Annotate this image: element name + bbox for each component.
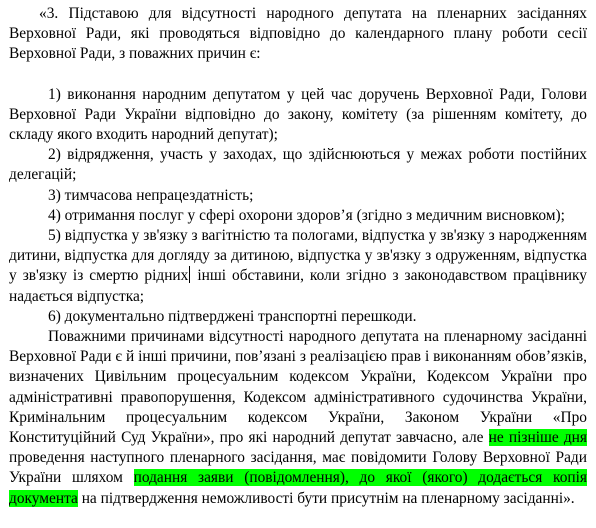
list-item-5 xyxy=(9,226,587,307)
intro-paragraph: «3. Підставою для відсутності народного депутата на пленарних засіданнях Верховної Ради, які проводяться відповідно до календарного плану роботи сесії Верховної Ради, з поважних причин є: xyxy=(9,5,587,63)
list-item-6: 6) документально підтверджені транспортні перешкоди. xyxy=(48,307,417,325)
closing-text-part-1: Поважними причинами відсутності народного депутата на пленарному засіданні Верховної Ради є й інші причини, пов’язані з реалізацією прав і виконанням обов’язків, визначених Цивільним процесуальним кодексом України, Кодексом України про адміністративні правопорушення, Кодексом адміністративного судочинства України, Кримінальним процесуальним кодексом України, Законом України «Про Конституційний Суд України», про які народний депутат завчасно, але xyxy=(9,328,587,447)
list-item-1: 1) виконання народним депутатом у цей час доручень Верховної Ради, Голови Верховної Ради України відповідно до закону, комітету (за рішенням комітету, до складу якого входить народний депутат); xyxy=(9,85,587,144)
list-item-5-text-after-cursor: інші обставини, коли згідно з законодавством працівнику надається відпустка; xyxy=(9,267,587,305)
list-item-2: 2) відрядження, участь у заходах, що здійснюються у межах роботи постійних делегацій; xyxy=(9,146,587,184)
closing-text-part-3: на підтвердження неможливості бути присутнім на пленарному засіданні». xyxy=(77,489,575,507)
list-item-4: 4) отримання послуг у сфері охорони здоров’я (згідно з медичним висновком); xyxy=(48,206,565,224)
highlighted-text-deadline: не пізніше дня xyxy=(488,429,587,447)
closing-paragraph xyxy=(9,327,587,509)
closing-text-part-2: проведення наступного пленарного засідання, має повідомити Голову Верховної Ради України шляхом xyxy=(9,449,587,487)
highlighted-text-application: подання заяви (повідомлення), до якої (якого) додається копія документа xyxy=(9,469,587,507)
list-item-5-text-before-cursor: 5) відпустка у зв'язку з вагітністю та пологами, відпустка у зв'язку з народженням дитини, відпустка для догляду за дитиною, відпустка у зв'язку з одруженням, відпустка у зв'язку із смертю рідних xyxy=(9,227,587,285)
list-item-3: 3) тимчасова непрацездатність; xyxy=(48,186,254,204)
